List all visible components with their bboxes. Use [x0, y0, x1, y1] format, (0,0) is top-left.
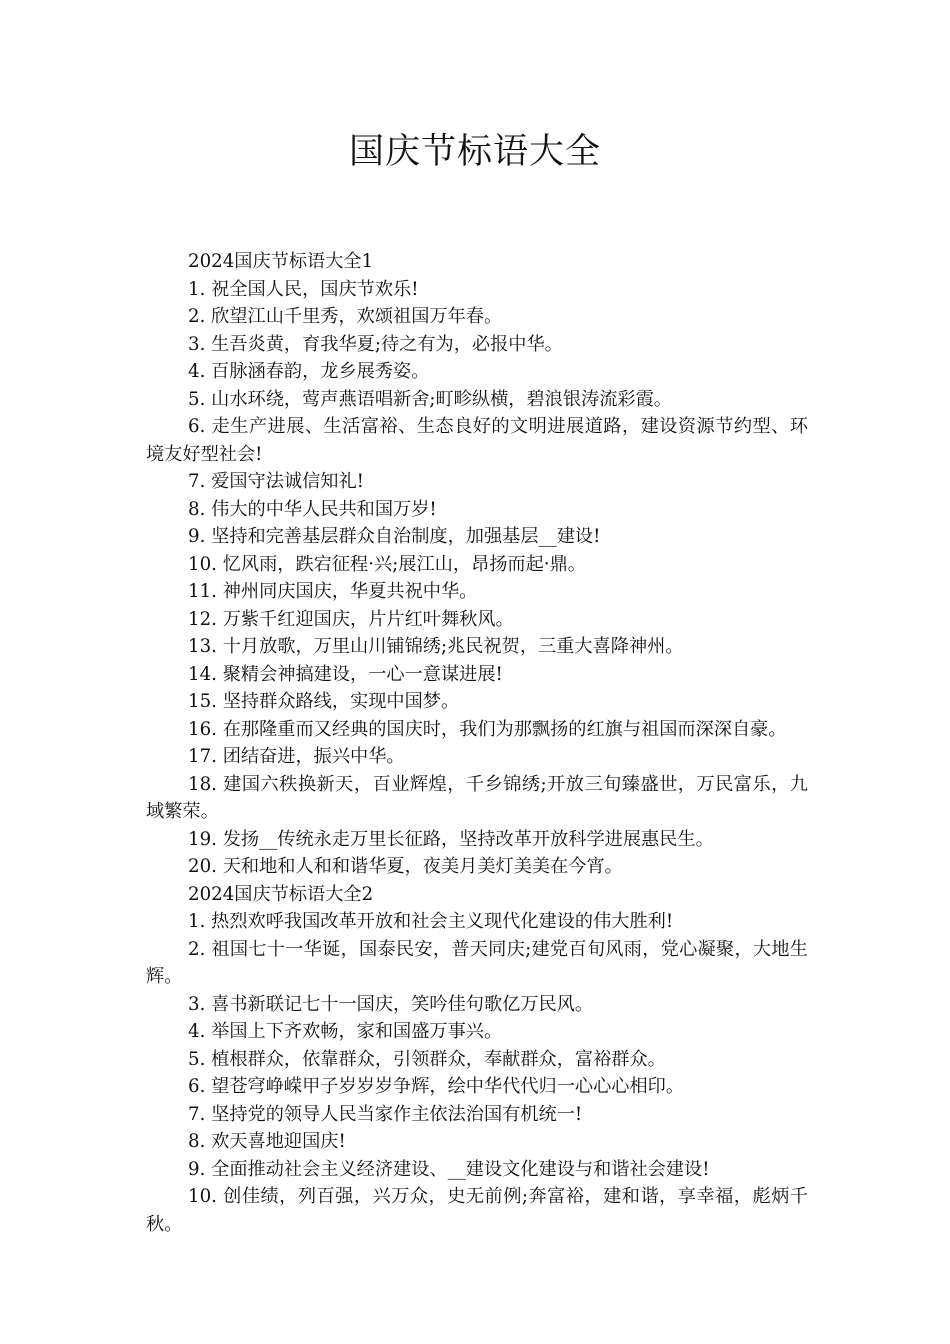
- slogan-item: 6. 走生产进展、生活富裕、生态良好的文明进展道路，建设资源节约型、环境友好型社会!: [146, 416, 808, 465]
- slogan-item: 1. 祝全国人民，国庆节欢乐!: [188, 278, 419, 300]
- slogan-item: 12. 万紫千红迎国庆，片片红叶舞秋风。: [188, 608, 514, 630]
- slogan-item: 8. 伟大的中华人民共和国万岁!: [188, 498, 437, 520]
- slogan-item: 9. 坚持和完善基层群众自治制度，加强基层__建设!: [188, 526, 601, 547]
- section-heading: 2024国庆节标语大全1: [188, 251, 374, 272]
- slogan-item: 9. 全面推动社会主义经济建设、__建设文化建设与和谐社会建设!: [188, 1158, 710, 1180]
- slogan-item: 3. 生吾炎黄，育我华夏;待之有为，必报中华。: [188, 333, 563, 355]
- slogan-item: 3. 喜书新联记七十一国庆，笑吟佳句歌亿万民风。: [188, 993, 594, 1015]
- document-title: 国庆节标语大全: [348, 132, 601, 172]
- slogan-item: 17. 团结奋进，振兴中华。: [188, 746, 405, 767]
- slogan-item: 20. 天和地和人和和谐华夏，夜美月美灯美美在今宵。: [188, 856, 623, 877]
- slogan-item: 2. 欣望江山千里秀，欢颂祖国万年春。: [188, 306, 503, 327]
- slogan-item: 13. 十月放歌，万里山川铺锦绣;兆民祝贺，三重大喜降神州。: [188, 636, 684, 657]
- slogan-item: 8. 欢天喜地迎国庆!: [188, 1131, 346, 1152]
- slogan-item: 2. 祖国七十一华诞，国泰民安，普天同庆;建党百旬风雨，党心凝聚，大地生辉。: [146, 938, 808, 987]
- slogan-item: 15. 坚持群众路线，实现中国梦。: [188, 691, 460, 712]
- slogan-item: 7. 爱国守法诚信知礼!: [188, 471, 364, 492]
- section-heading: 2024国庆节标语大全2: [188, 883, 374, 905]
- slogan-item: 19. 发扬__传统永走万里长征路，坚持改革开放科学进展惠民生。: [188, 828, 714, 850]
- slogan-item: 7. 坚持党的领导人民当家作主依法治国有机统一!: [188, 1103, 583, 1125]
- slogan-item: 6. 望苍穹峥嵘甲子岁岁岁争辉，绘中华代代归一心心心相印。: [188, 1076, 685, 1097]
- slogan-item: 4. 百脉涵春韵，龙乡展秀姿。: [188, 361, 430, 382]
- slogan-item: 11. 神州同庆国庆，华夏共祝中华。: [188, 581, 478, 602]
- slogan-item: 5. 植根群众，依靠群众，引领群众，奉献群众，富裕群众。: [188, 1048, 666, 1070]
- slogan-item: 18. 建国六秩换新天，百业辉煌，千乡锦绣;开放三旬臻盛世，万民富乐，九域繁荣。: [146, 773, 808, 822]
- slogan-item: 5. 山水环绕，莺声燕语唱新舍;町畛纵横，碧浪银涛流彩霞。: [188, 388, 672, 410]
- slogan-item: 1. 热烈欢呼我国改革开放和社会主义现代化建设的伟大胜利!: [188, 911, 674, 932]
- slogan-item: 16. 在那隆重而又经典的国庆时，我们为那飘扬的红旗与祖国而深深自豪。: [188, 718, 787, 740]
- slogan-item: 14. 聚精会神搞建设，一心一意谋进展!: [188, 663, 503, 685]
- document-body: [146, 248, 808, 1238]
- slogan-item: 4. 举国上下齐欢畅，家和国盛万事兴。: [188, 1021, 503, 1042]
- slogan-item: 10. 忆风雨，跌宕征程·兴;展江山，昂扬而起·鼎。: [188, 553, 586, 575]
- slogan-item: 10. 创佳绩，列百强，兴万众，史无前例;奔富裕，建和谐，享幸福，彪炳千秋。: [146, 1186, 808, 1235]
